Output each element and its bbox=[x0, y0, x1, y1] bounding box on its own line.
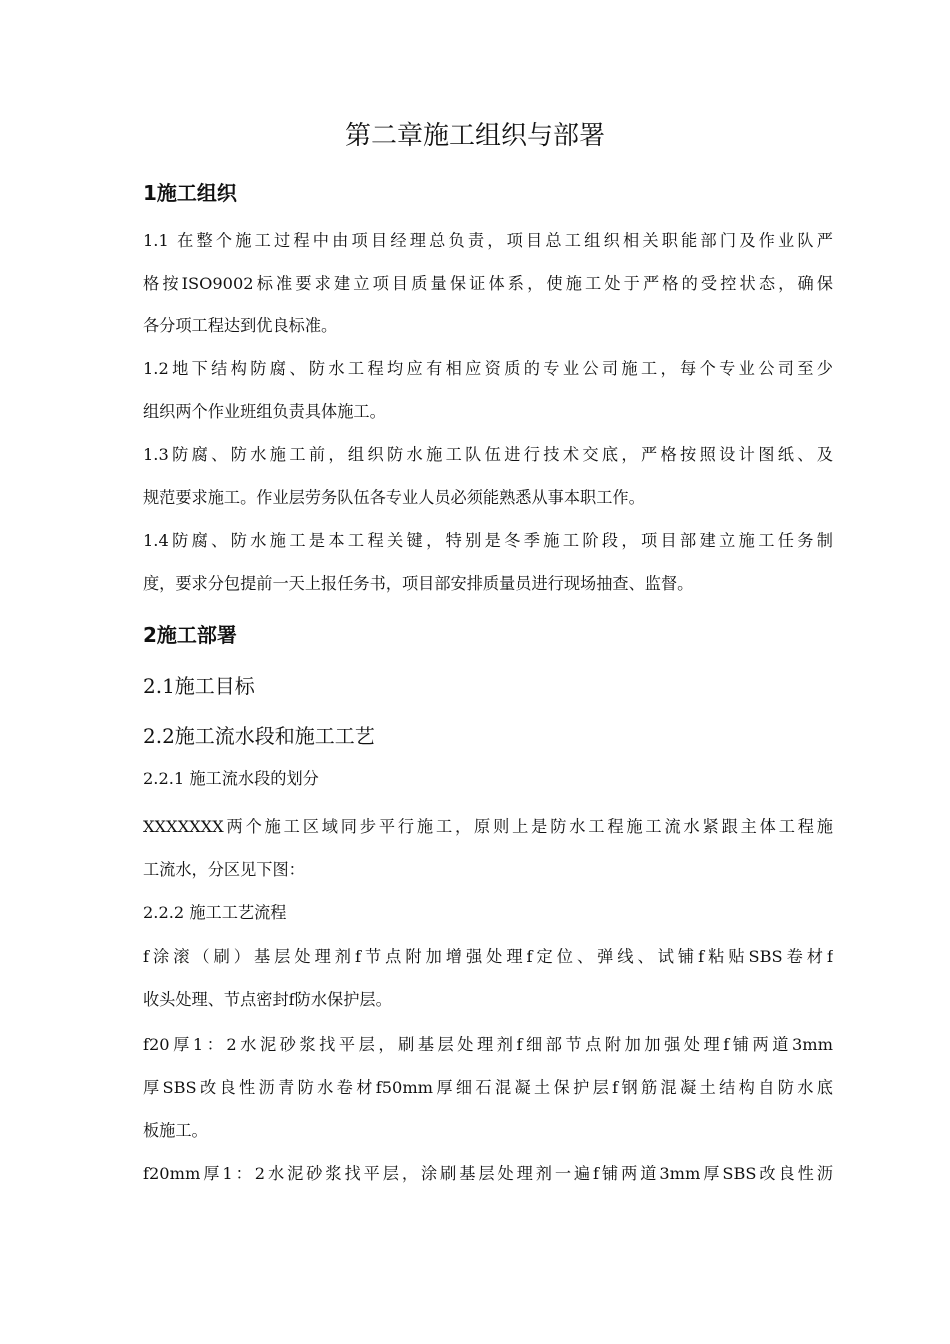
text-line: 收头处理、节点密封f防水保护层。 bbox=[143, 990, 392, 1009]
section-heading-2: 2施工部署 bbox=[143, 623, 237, 647]
subsection-heading-2-1: 2.1施工目标 bbox=[143, 674, 255, 698]
text-line: f20厚1：2水泥砂浆找平层，刷基层处理剂f细部节点附加加强处理f铺两道3mm bbox=[143, 1035, 833, 1054]
text-line: 度，要求分包提前一天上报任务书，项目部安排质量员进行现场抽查、监督。 bbox=[143, 574, 694, 593]
text-line: f20mm厚1：2水泥砂浆找平层，涂刷基层处理剂一遍f铺两道3mm厚SBS改良性沥 bbox=[143, 1164, 833, 1183]
text-line: 组织两个作业班组负责具体施工。 bbox=[143, 402, 386, 421]
text-line: 1.3防腐、防水施工前，组织防水施工队伍进行技术交底，严格按照设计图纸、及 bbox=[143, 445, 833, 464]
text-line: f涂滚（刷）基层处理剂f节点附加增强处理f定位、弹线、试铺f粘贴SBS卷材f bbox=[143, 947, 833, 966]
text-line: 厚SBS改良性沥青防水卷材f50mm厚细石混凝土保护层f钢筋混凝土结构自防水底 bbox=[143, 1078, 833, 1097]
text-line: 板施工。 bbox=[143, 1121, 208, 1140]
page-title: 第二章施工组织与部署 bbox=[344, 121, 605, 151]
subsection-heading-2-2: 2.2施工流水段和施工工艺 bbox=[143, 724, 375, 748]
section-heading-1: 1施工组织 bbox=[143, 181, 237, 205]
text-line: 规范要求施工。作业层劳务队伍各专业人员必须能熟悉从事本职工作。 bbox=[143, 488, 645, 507]
text-line: 1.2地下结构防腐、防水工程均应有相应资质的专业公司施工，每个专业公司至少 bbox=[143, 359, 833, 378]
subsection-heading-2-2-1: 2.2.1 施工流水段的划分 bbox=[143, 769, 319, 788]
text-line: 格按ISO9002标准要求建立项目质量保证体系，使施工处于严格的受控状态，确保 bbox=[143, 274, 833, 293]
text-line: 工流水，分区见下图： bbox=[143, 860, 305, 879]
subsection-heading-2-2-2: 2.2.2 施工工艺流程 bbox=[143, 903, 287, 922]
text-line: 1.4防腐、防水施工是本工程关键，特别是冬季施工阶段，项目部建立施工任务制 bbox=[143, 531, 833, 550]
text-line: XXXXXXX两个施工区域同步平行施工，原则上是防水工程施工流水紧跟主体工程施 bbox=[143, 817, 833, 836]
text-line: 各分项工程达到优良标准。 bbox=[143, 316, 338, 335]
text-line: 1.1 在整个施工过程中由项目经理总负责，项目总工组织相关职能部门及作业队严 bbox=[143, 231, 833, 250]
